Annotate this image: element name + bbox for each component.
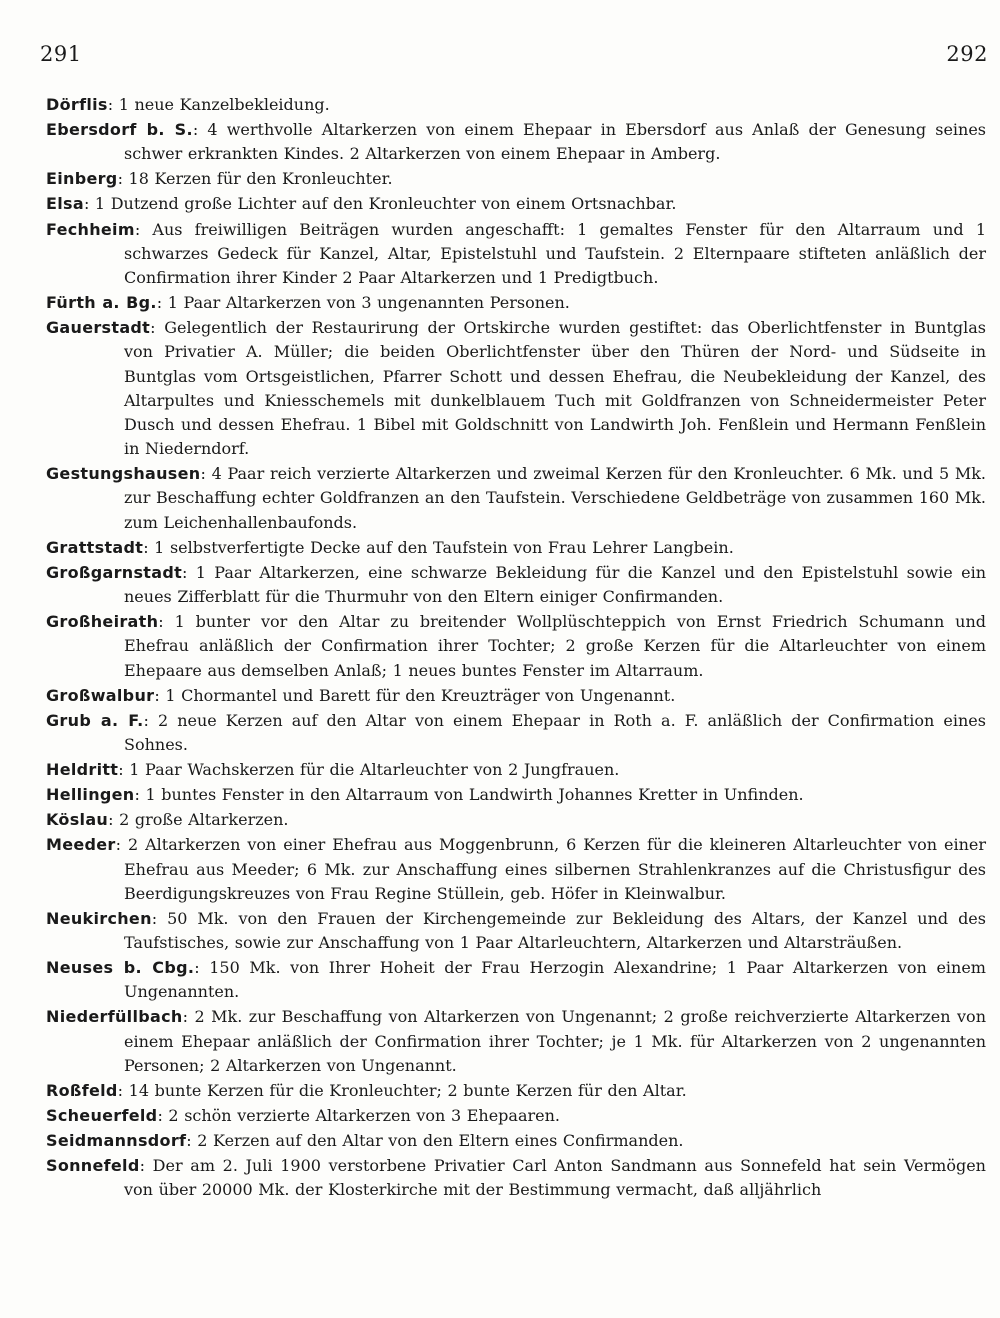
entry-text: 1 neue Kanzelbekleidung. [118,95,330,114]
entry-separator: : [117,1080,129,1100]
donation-entry [46,808,986,833]
entry-separator: : [118,760,130,780]
donation-entry [46,1079,986,1104]
entry-place-name: Gauerstadt [46,318,151,338]
donation-entry [46,316,986,462]
entry-place-name: Großheirath [46,612,159,632]
entry-place-name: Sonnefeld [46,1156,140,1176]
entry-text: 2 Mk. zur Beschaffung von Altarkerzen von Ungenannt; 2 große reichverzierte Altarkerzen von einem Ehepaar anläßlich der Confirmation ihrer Tochter; je 1 Mk. für Altarkerzen von 2 ungenannten Personen; 2 Altarkerzen von Ungenannt. [124,1007,986,1075]
donation-entry [46,167,986,192]
donation-entry [46,561,986,610]
entry-text: 1 bunter vor den Altar zu breitender Wollplüschteppich von Ernst Friedrich Schumann und Ehefrau anläßlich der Confirmation ihrer Tochter; 2 große Kerzen für die Altarleuchter von einem Ehepaare aus demselben Anlaß; 1 neues buntes Fenster im Altarraum. [124,612,987,680]
donation-entry [46,1104,986,1129]
entry-text: Der am 2. Juli 1900 verstorbene Privatier Carl Anton Sandmann aus Sonnefeld hat sein Vermögen von über 20000 Mk. der Klosterkirche mit der Bestimmung vermacht, daß alljährlich [124,1156,986,1200]
entry-place-name: Neukirchen [46,908,152,928]
entry-place-name: Heldritt [46,760,119,780]
entry-separator: : [154,685,166,705]
donation-entries-list [46,93,986,1204]
donation-entry [46,907,986,956]
entry-text: 2 große Altarkerzen. [119,810,289,830]
entry-text: 1 Paar Wachskerzen für die Altarleuchter von 2 Jungfrauen. [129,760,620,780]
entry-separator: : [107,95,119,114]
entry-separator: : [194,958,210,978]
entry-place-name: Neuses b. Cbg. [46,958,195,978]
entry-text: 2 Altarkerzen von einer Ehefrau aus Moggenbrunn, 6 Kerzen für die kleineren Altarleuchter von einer Ehefrau aus Meeder; 6 Mk. zur Anschaffung eines silbernen Strahlenkranzes auf die Christusfigur des Beerdigungskreuzes von Frau Regine Stüllein, geb. Höfer in Kleinwalbur. [124,835,986,903]
entry-separator: : [186,1131,198,1151]
donation-entry [46,833,986,907]
entry-place-name: Gestungshausen [46,464,201,484]
donation-entry [46,1005,986,1079]
donation-entry [46,536,986,561]
entry-separator: : [134,785,146,805]
page-header [40,42,988,72]
entry-text: 14 bunte Kerzen für die Kronleuchter; 2 bunte Kerzen für den Altar. [128,1080,687,1100]
entry-separator: : [108,810,120,830]
donation-entry [46,93,986,118]
page-number-left: 291 [40,42,82,66]
entry-place-name: Niederfüllbach [46,1007,183,1027]
entry-text: 1 Dutzend große Lichter auf den Kronleuchter von einem Ortsnachbar. [94,194,677,214]
entry-text: 4 werthvolle Altarkerzen von einem Ehepaar in Ebersdorf aus Anlaß der Genesung seines schwer erkrankten Kindes. 2 Altarkerzen von einem Ehepaar in Amberg. [124,120,987,164]
entry-place-name: Grattstadt [46,537,144,557]
entry-text: Aus freiwilligen Beiträgen wurden angeschafft: 1 gemaltes Fenster für den Altarraum und 1 schwarzes Gedeck für Kanzel, Altar, Epistelstuhl und Taufstein. 2 Elternpaare stifteten anläßlich der Confirmation ihrer Kinder 2 Paar Altarkerzen und 1 Predigtbuch. [124,219,987,287]
donation-entry [46,758,986,783]
donation-entry [46,610,986,684]
entry-separator: : [150,318,165,338]
entry-separator: : [83,194,95,214]
donation-entry [46,783,986,808]
entry-separator: : [158,612,175,632]
entry-text: 2 Kerzen auf den Altar von den Eltern eines Confirmanden. [197,1131,684,1151]
entry-separator: : [117,169,129,189]
donation-entry [46,684,986,709]
donation-entry [46,956,986,1005]
entry-text: Gelegentlich der Restaurirung der Ortskirche wurden gestiftet: das Oberlichtfenster in Buntglas von Privatier A. Müller; die beiden Oberlichtfenster über den Thüren der Nord- und Südseite in Buntglas vom Ortsgeistlichen, Pfarrer Schott und dessen Ehefrau, die Neubekleidung der Kanzel, des Altarpultes und Kniesschemels mit dunkelblauem Tuch mit Goldfranzen von Schneidermeister Peter Dusch und dessen Ehefrau. 1 Bibel mit Goldschnitt von Landwirth Joh. Fenßlein und Hermann Fenßlein in Niederndorf. [124,318,986,459]
entry-place-name: Fechheim [46,219,135,239]
entry-separator: : [156,293,168,313]
entry-text: 1 Paar Altarkerzen, eine schwarze Bekleidung für die Kanzel und den Epistelstuhl sowie ein neues Zifferblatt für die Thurmuhr von den Eltern einiger Confirmanden. [124,562,987,607]
entry-text: 2 schön verzierte Altarkerzen von 3 Ehepaaren. [168,1106,560,1126]
entry-place-name: Fürth a. Bg. [46,293,157,313]
entry-place-name: Roßfeld [46,1080,118,1100]
entry-place-name: Meeder [46,835,116,855]
entry-text: 4 Paar reich verzierte Altarkerzen und zweimal Kerzen für den Kronleuchter. 6 Mk. und 5 Mk. zur Beschaffung echter Goldfranzen an den Taufstein. Verschiedene Geldbeträge von zusammen 160 Mk. zum Leichenhallenbaufonds. [124,464,986,532]
entry-separator: : [200,464,212,484]
entry-text: 18 Kerzen für den Kronleuchter. [128,169,393,189]
donation-entry [46,462,986,536]
entry-text: 1 Chormantel und Barett für den Kreuzträger von Ungenannt. [165,685,676,705]
entry-separator: : [182,1007,195,1027]
entry-separator: : [143,537,155,557]
donation-entry [46,218,986,292]
entry-separator: : [182,562,196,582]
entry-place-name: Ebersdorf b. S. [46,120,193,140]
entry-separator: : [143,710,158,730]
entry-place-name: Dörflis [46,95,108,114]
entry-separator: : [151,908,168,928]
donation-entry [46,192,986,217]
entry-text: 150 Mk. von Ihrer Hoheit der Frau Herzogin Alexandrine; 1 Paar Altarkerzen von einem Ungenannten. [124,958,986,1002]
donation-entry [46,1129,986,1154]
entry-place-name: Scheuerfeld [46,1106,158,1126]
donation-entry [46,291,986,316]
entry-place-name: Großwalbur [46,685,155,705]
entry-place-name: Hellingen [46,785,135,805]
entry-separator: : [157,1106,169,1126]
entry-place-name: Einberg [46,169,118,189]
entry-place-name: Seidmannsdorf [46,1131,187,1151]
entry-place-name: Großgarnstadt [46,562,183,582]
entry-text: 50 Mk. von den Frauen der Kirchengemeinde zur Bekleidung des Altars, der Kanzel und des Taufstisches, sowie zur Anschaffung von 1 Paar Altarleuchtern, Altarkerzen und Altarsträußen. [124,908,986,953]
entry-text: 2 neue Kerzen auf den Altar von einem Ehepaar in Roth a. F. anläßlich der Confirmation eines Sohnes. [124,710,986,754]
entry-text: 1 selbstverfertigte Decke auf den Taufstein von Frau Lehrer Langbein. [154,537,734,557]
entry-place-name: Köslau [46,810,109,830]
entry-place-name: Grub a. F. [46,710,144,730]
entry-separator: : [192,120,208,140]
entry-separator: : [139,1156,153,1176]
entry-separator: : [134,219,153,239]
donation-entry [46,709,986,758]
entry-text: 1 buntes Fenster in den Altarraum von Landwirth Johannes Kretter in Unfinden. [145,785,804,805]
entry-text: 1 Paar Altarkerzen von 3 ungenannten Personen. [167,293,570,313]
donation-entry [46,1154,986,1203]
donation-entry [46,118,986,167]
page-number-right: 292 [946,42,988,66]
entry-place-name: Elsa [46,194,84,214]
entry-separator: : [115,835,128,855]
